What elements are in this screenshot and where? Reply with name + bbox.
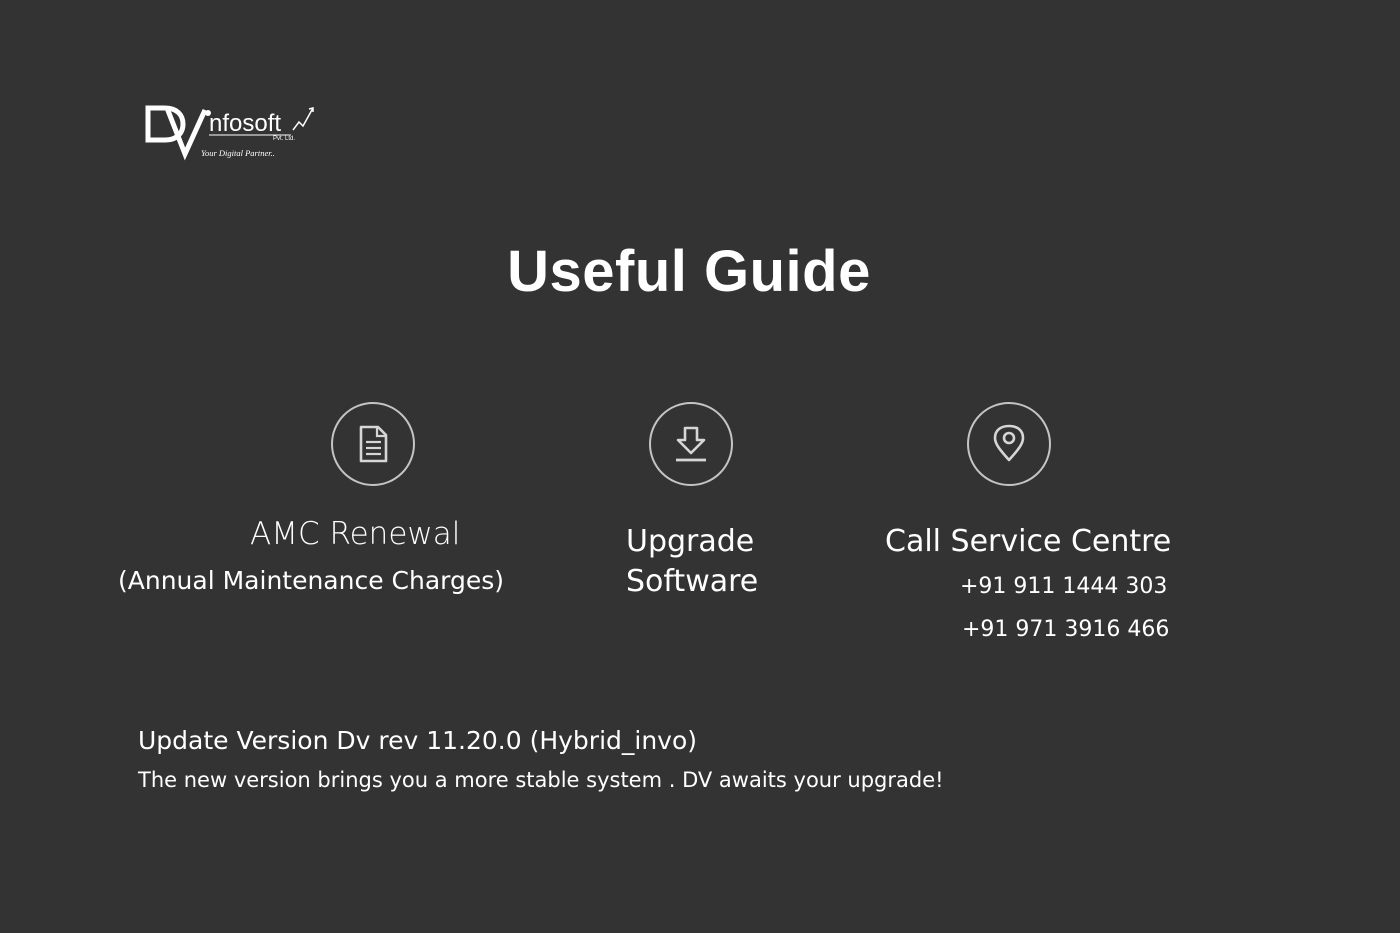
download-icon bbox=[671, 424, 711, 464]
amc-renewal-title[interactable]: AMC Renewal bbox=[250, 516, 461, 552]
upgrade-software-button[interactable] bbox=[649, 402, 733, 486]
amc-renewal-subtitle: (Annual Maintenance Charges) bbox=[118, 566, 505, 595]
update-description: The new version brings you a more stable system . DV awaits your upgrade! bbox=[138, 768, 944, 792]
page-title: Useful Guide bbox=[507, 239, 871, 304]
call-service-centre-title[interactable]: Call Service Centre bbox=[885, 524, 1172, 559]
call-service-centre-button[interactable] bbox=[967, 402, 1051, 486]
upgrade-software-title-line1[interactable]: Upgrade bbox=[626, 524, 755, 559]
company-logo bbox=[145, 104, 325, 164]
amc-renewal-button[interactable] bbox=[331, 402, 415, 486]
logo-tagline: Your Digital Partner.. bbox=[201, 148, 275, 158]
logo-company-suffix: Pvt. Ltd. bbox=[273, 136, 296, 142]
logo-brand-text: nfosoft bbox=[209, 110, 282, 137]
location-pin-icon bbox=[991, 424, 1027, 464]
document-icon bbox=[356, 425, 390, 463]
service-phone-2: +91 971 3916 466 bbox=[962, 617, 1170, 642]
update-version-text: Update Version Dv rev 11.20.0 (Hybrid_invo) bbox=[138, 726, 698, 755]
service-phone-1: +91 911 1444 303 bbox=[960, 574, 1168, 599]
upgrade-software-title-line2[interactable]: Software bbox=[626, 564, 759, 599]
